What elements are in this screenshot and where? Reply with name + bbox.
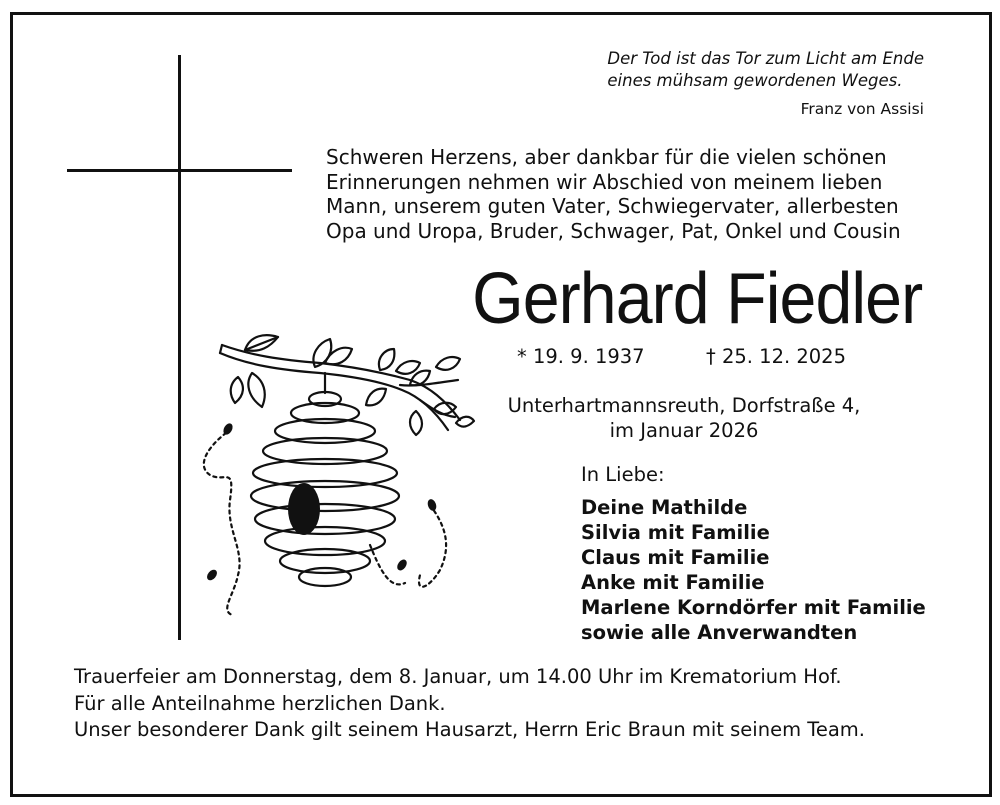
closing-line: Trauerfeier am Donnerstag, dem 8. Januar, um 14.00 Uhr im Krematorium Hof. bbox=[74, 665, 842, 688]
deceased-name: Gerhard Fiedler bbox=[471, 259, 922, 339]
cross-icon-bar bbox=[67, 169, 292, 172]
hive-entrance bbox=[288, 483, 320, 535]
intro-line: Schweren Herzens, aber dankbar für die vielen schönen bbox=[326, 145, 887, 169]
mourner-name: Anke mit Familie bbox=[581, 571, 765, 594]
place-date bbox=[484, 393, 884, 443]
closing-text bbox=[74, 664, 865, 744]
cross-icon bbox=[178, 55, 181, 640]
intro-line: Erinnerungen nehmen wir Abschied von meinem lieben bbox=[326, 169, 883, 194]
closing-line: Für alle Anteilnahme herzlichen Dank. bbox=[74, 691, 446, 715]
place-line: im Januar 2026 bbox=[609, 419, 759, 442]
intro-text bbox=[326, 145, 901, 243]
intro-line: Opa und Uropa, Bruder, Schwager, Pat, Onkel und Cousin bbox=[326, 218, 901, 243]
quote bbox=[607, 48, 924, 92]
mourner-name: sowie alle Anverwandten bbox=[581, 621, 858, 644]
quote-author: Franz von Assisi bbox=[800, 100, 924, 118]
mourner-name: Marlene Korndörfer mit Familie bbox=[581, 596, 926, 619]
death-date: † 25. 12. 2025 bbox=[706, 345, 846, 368]
mourners-list bbox=[581, 495, 926, 645]
beehive-illustration bbox=[190, 325, 480, 625]
intro-line: Mann, unserem guten Vater, Schwiegervater, allerbesten bbox=[326, 194, 899, 218]
birth-date: * 19. 9. 1937 bbox=[517, 345, 645, 368]
mourner-name: Deine Mathilde bbox=[581, 496, 748, 519]
mourner-name: Silvia mit Familie bbox=[581, 521, 770, 544]
quote-line: eines mühsam gewordenen Weges. bbox=[607, 71, 903, 90]
mourner-name: Claus mit Familie bbox=[581, 546, 770, 569]
mourners-label: In Liebe: bbox=[581, 463, 665, 486]
place-line: Unterhartmannsreuth, Dorfstraße 4, bbox=[507, 394, 861, 417]
closing-line: Unser besonderer Dank gilt seinem Hausarzt, Herrn Eric Braun mit seinem Team. bbox=[74, 718, 865, 741]
quote-line: Der Tod ist das Tor zum Licht am Ende bbox=[607, 49, 924, 68]
